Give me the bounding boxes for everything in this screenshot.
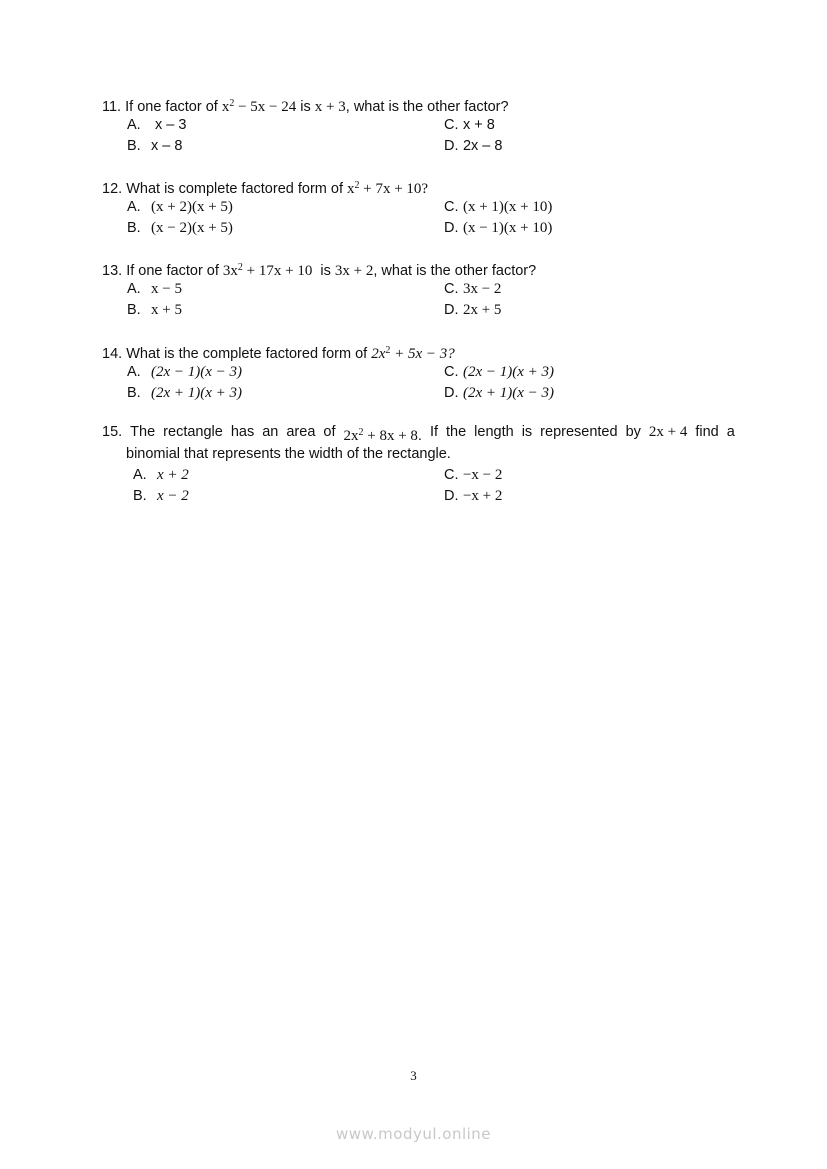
option-c[interactable]: C. −x − 2 — [444, 467, 503, 483]
question-stem: 13. If one factor of $3x^2 + 17x + 10$ is 3x + 2, what is the other factor? — [102, 262, 537, 279]
question-stem: 14. What is the complete factored form of $2x^2 + 5x - 3$? — [102, 345, 455, 362]
option-c[interactable]: C. x + 8 — [444, 117, 495, 133]
question-11 — [102, 93, 735, 156]
question-12 — [102, 175, 735, 238]
option-a[interactable]: A. (2x − 1)(x − 3) — [127, 364, 243, 380]
question-number: 15. — [102, 424, 123, 440]
question-number: 13. — [102, 263, 123, 279]
question-15 — [102, 422, 735, 506]
question-14 — [102, 340, 735, 403]
option-b[interactable]: B. x – 8 — [127, 138, 183, 154]
question-stem-line-2: binomial that represents the width of the rectangle. — [126, 446, 451, 462]
answer-options — [102, 278, 735, 320]
page-number: 3 — [410, 1068, 417, 1083]
question-stem: 12. What is complete factored form of $x^2 + 7x + 10$? — [102, 180, 429, 197]
question-stem-line-1: 15. The rectangle has an area of $2x^2 + 8x + 8$. If the length is represented by 2x + 4 find a — [102, 424, 735, 444]
question-stem: 11. If one factor of $x^2 - 5x - 24$ is x + 3, what is the other factor? — [102, 98, 509, 115]
option-b[interactable]: B. x + 5 — [127, 302, 182, 318]
answer-options — [102, 114, 735, 156]
answer-options — [102, 361, 735, 403]
option-b[interactable]: B. x − 2 — [133, 488, 189, 504]
question-13 — [102, 257, 735, 320]
option-c[interactable]: C. (x + 1)(x + 10) — [444, 199, 553, 215]
option-d[interactable]: D. 2x – 8 — [444, 138, 503, 154]
option-c[interactable]: C. (2x − 1)(x + 3) — [444, 364, 554, 380]
question-number: 11. — [102, 99, 122, 115]
question-number: 14. — [102, 346, 123, 362]
option-a[interactable]: A. x – 3 — [127, 117, 187, 133]
option-d[interactable]: D. 2x + 5 — [444, 302, 502, 318]
option-d[interactable]: D. (2x + 1)(x − 3) — [444, 385, 554, 401]
option-d[interactable]: D. −x + 2 — [444, 488, 503, 504]
answer-options — [102, 196, 735, 238]
option-d[interactable]: D. (x − 1)(x + 10) — [444, 220, 553, 236]
option-b[interactable]: B. (x − 2)(x + 5) — [127, 220, 233, 236]
answer-options — [102, 464, 735, 506]
option-c[interactable]: C. 3x − 2 — [444, 281, 502, 297]
question-number: 12. — [102, 181, 123, 197]
option-a[interactable]: A. (x + 2)(x + 5) — [127, 199, 233, 215]
option-b[interactable]: B. (2x + 1)(x + 3) — [127, 385, 243, 401]
watermark: www.modyul.online — [335, 1125, 492, 1143]
option-a[interactable]: A. x + 2 — [133, 467, 189, 483]
option-a[interactable]: A. x − 5 — [127, 281, 182, 297]
